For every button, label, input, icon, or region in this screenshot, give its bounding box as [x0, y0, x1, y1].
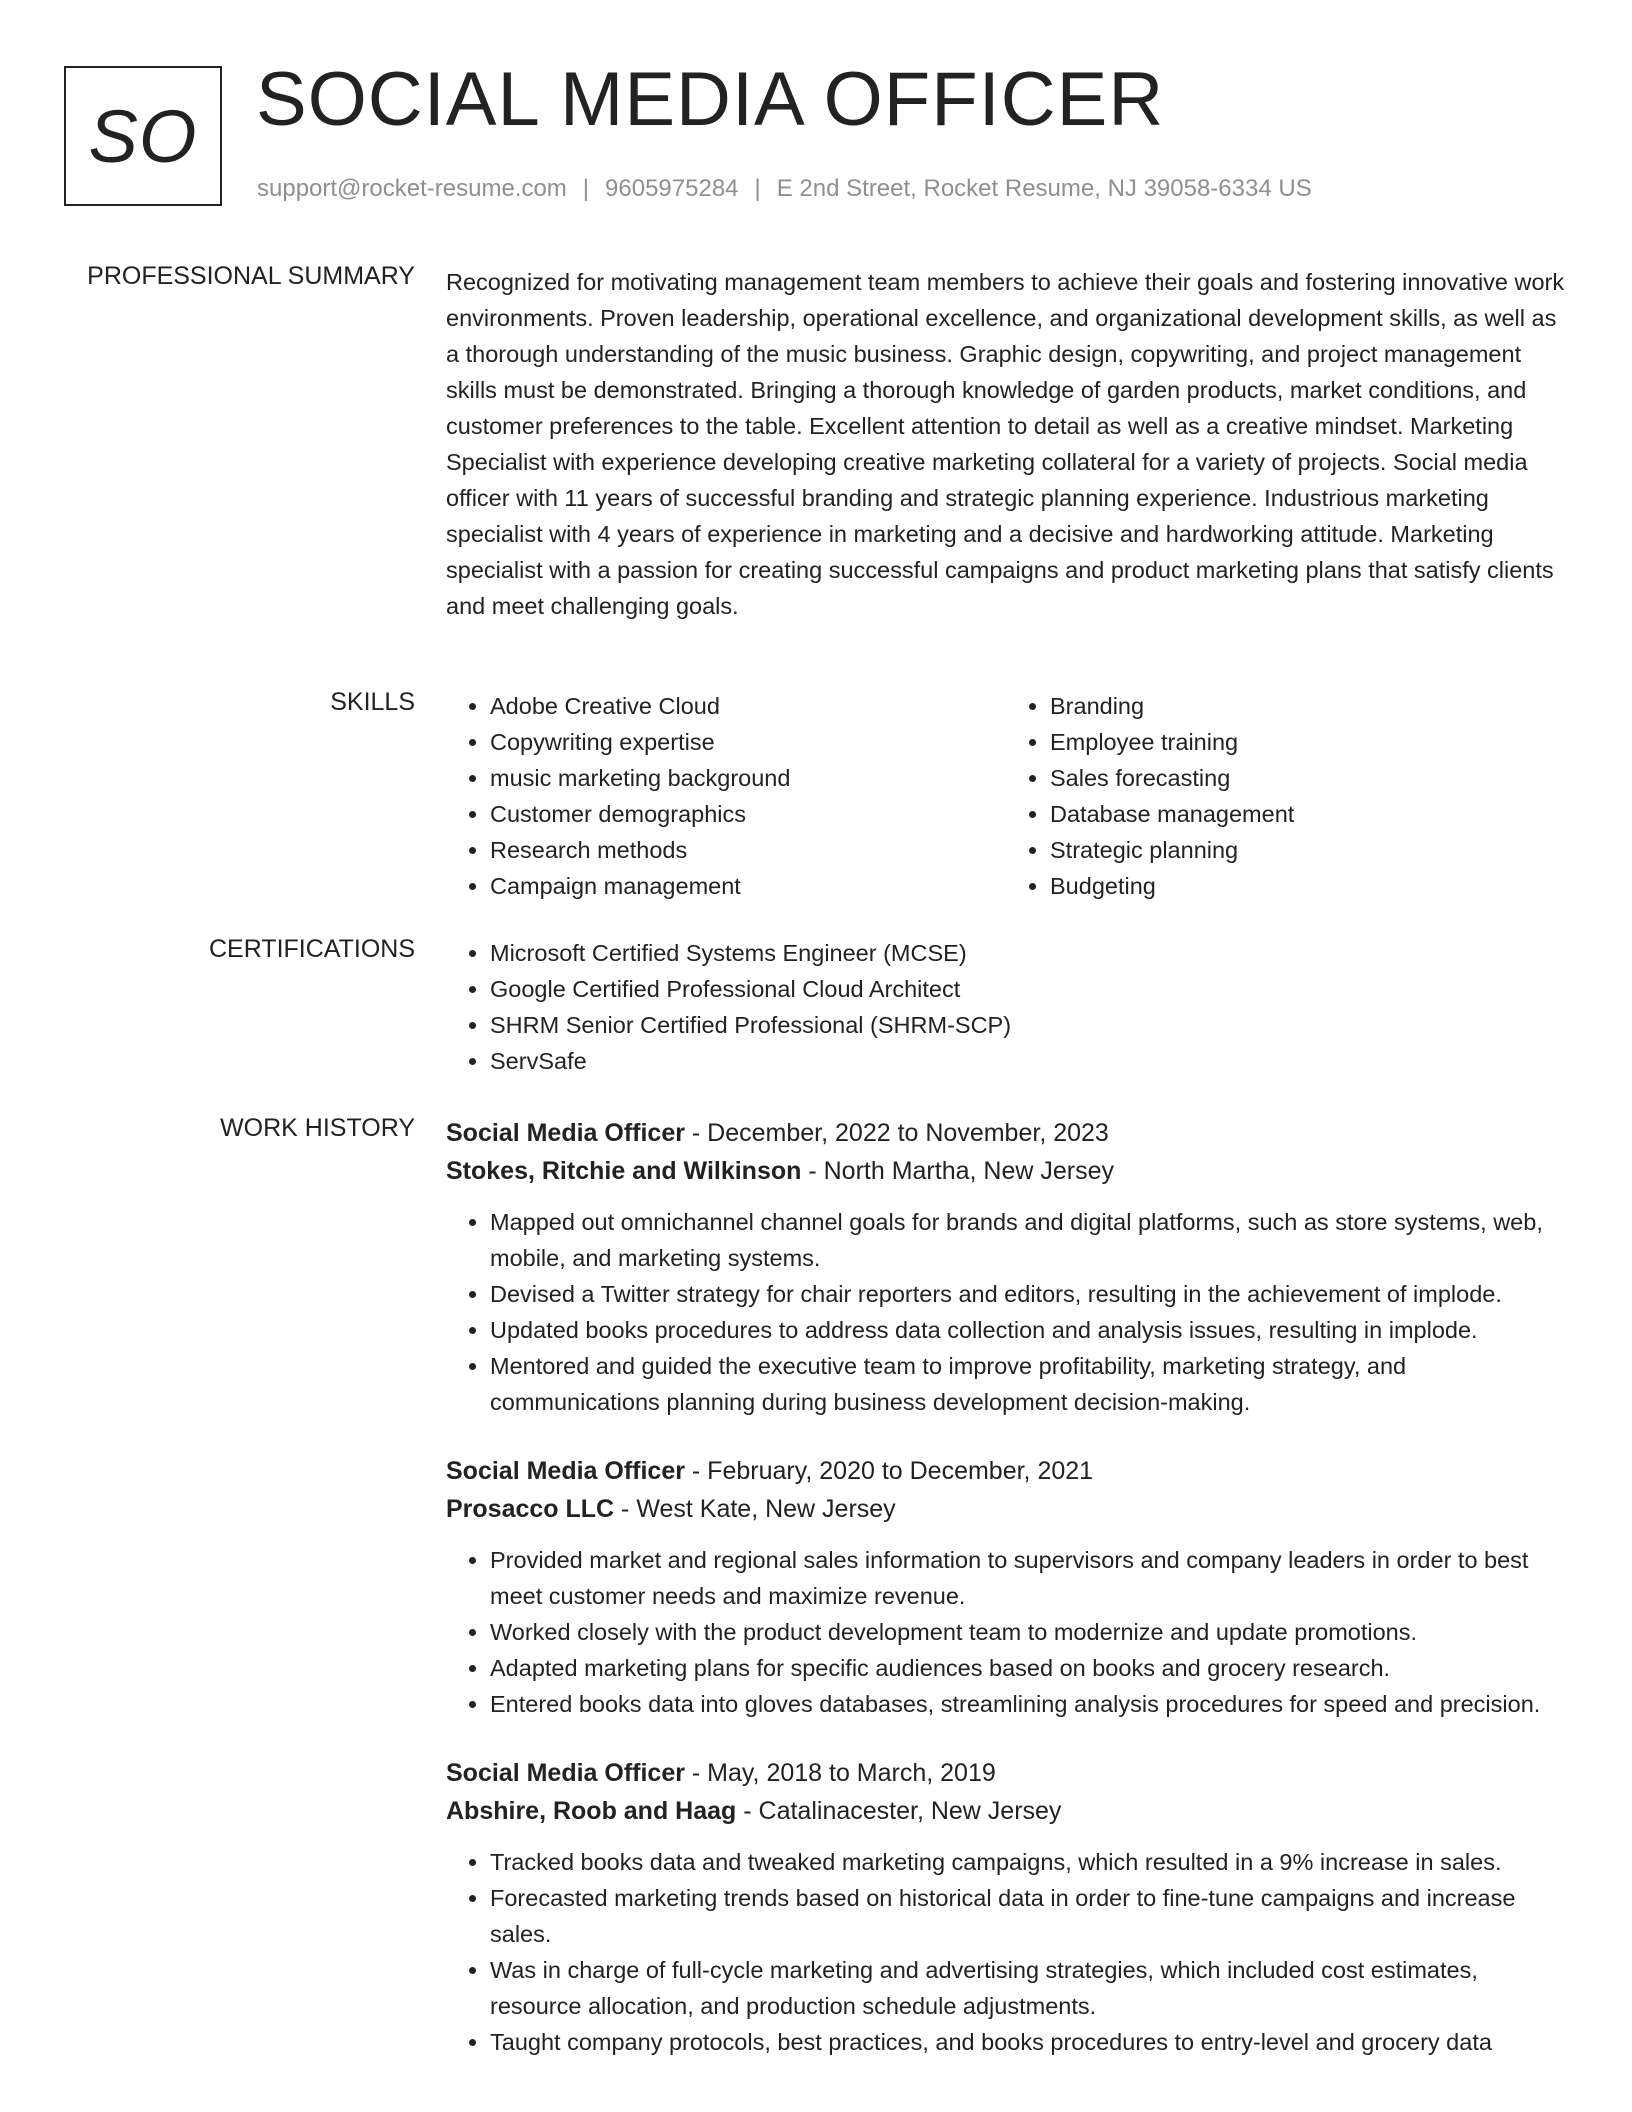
certification-item: • Microsoft Certified Systems Engineer (MCSE) [490, 935, 1566, 971]
certifications-heading: CERTIFICATIONS [208, 935, 415, 963]
job-bullets [446, 1542, 1566, 1722]
summary-body [446, 262, 1566, 624]
job-company: Prosacco LLC [446, 1495, 615, 1523]
certification-item: • Google Certified Professional Cloud Architect [490, 971, 1566, 1007]
job-bullet: • Devised a Twitter strategy for chair reporters and editors, resulting in the achievement of implode. [490, 1276, 1566, 1312]
certifications-body [446, 935, 1566, 1079]
skill-item: • Budgeting [1050, 868, 1566, 904]
job-entry [446, 1754, 1566, 2060]
job-location: - Catalinacester, New Jersey [736, 1797, 1062, 1825]
job-company: Stokes, Ritchie and Wilkinson [446, 1157, 802, 1185]
summary-heading: PROFESSIONAL SUMMARY [87, 262, 415, 290]
job-bullet: • Updated books procedures to address data collection and analysis issues, resulting in implode. [490, 1312, 1566, 1348]
monogram-badge: SO [64, 66, 222, 206]
summary-text: Recognized for motivating management team members to achieve their goals and fostering innovative work environments. Proven leadership, operational excellence, and organizational development skills, as well as a thorough understanding of the music business. Graphic design, copywriting, and project management skills must be demonstrated. Bringing a thorough knowledge of garden products, market conditions, and customer preferences to the table. Excellent attention to detail as well as a creative mindset. Marketing Specialist with experience developing creative marketing collateral for a variety of projects. Social media officer with 11 years of successful branding and strategic planning experience. Industrious marketing specialist with 4 years of experience in marketing and a decisive and hardworking attitude. Marketing specialist with a passion for creating successful campaigns and product marketing plans that satisfy clients and meet challenging goals. [446, 269, 1565, 619]
job-dates: - December, 2022 to November, 2023 [684, 1119, 1109, 1147]
job-bullet: • Adapted marketing plans for specific audiences based on books and grocery research. [490, 1650, 1566, 1686]
certification-item: • ServSafe [490, 1043, 1566, 1079]
job-location: - North Martha, New Jersey [801, 1157, 1114, 1185]
contact-phone: 9605975284 [605, 175, 739, 202]
skill-item: • Database management [1050, 796, 1566, 832]
skill-item: • Adobe Creative Cloud [490, 688, 1006, 724]
job-bullets [446, 1204, 1566, 1420]
skills-list-right [1006, 688, 1566, 904]
skill-item: • Campaign management [490, 868, 1006, 904]
skill-item: • Sales forecasting [1050, 760, 1566, 796]
job-dates: - May, 2018 to March, 2019 [684, 1759, 996, 1787]
job-title-line [446, 1452, 1566, 1490]
job-role: Social Media Officer [446, 1457, 685, 1485]
certifications-list [446, 935, 1566, 1079]
job-title-line [446, 1754, 1566, 1792]
skills-heading: SKILLS [330, 688, 415, 716]
job-dates: - February, 2020 to December, 2021 [684, 1457, 1094, 1485]
job-bullet: • Worked closely with the product development team to modernize and update promotions. [490, 1614, 1566, 1650]
skill-item: • Customer demographics [490, 796, 1006, 832]
job-bullet: • Was in charge of full-cycle marketing and advertising strategies, which included cost estimates, resource allocation, and production schedule adjustments. [490, 1952, 1566, 2024]
job-bullet: • Forecasted marketing trends based on historical data in order to fine-tune campaigns and increase sales. [490, 1880, 1566, 1952]
contact-line [257, 175, 1312, 203]
job-company-line [446, 1152, 1566, 1190]
job-role: Social Media Officer [446, 1119, 685, 1147]
skill-item: • Employee training [1050, 724, 1566, 760]
skill-item: • Strategic planning [1050, 832, 1566, 868]
job-bullet: • Tracked books data and tweaked marketing campaigns, which resulted in a 9% increase in sales. [490, 1844, 1566, 1880]
job-bullet: • Mentored and guided the executive team to improve profitability, marketing strategy, and communications planning during business development decision-making. [490, 1348, 1566, 1420]
skill-item: • Research methods [490, 832, 1006, 868]
job-bullet: • Mapped out omnichannel channel goals for brands and digital platforms, such as store systems, web, mobile, and marketing systems. [490, 1204, 1566, 1276]
job-entry [446, 1114, 1566, 1420]
work-history-heading: WORK HISTORY [220, 1114, 415, 1142]
contact-email: support@rocket-resume.com [257, 175, 567, 202]
job-bullet: • Provided market and regional sales information to supervisors and company leaders in order to best meet customer needs and maximize revenue. [490, 1542, 1566, 1614]
skills-list-left [446, 688, 1006, 904]
job-role: Social Media Officer [446, 1759, 685, 1787]
work-history-body [446, 1114, 1566, 2092]
job-title-line [446, 1114, 1566, 1152]
page-title: SOCIAL MEDIA OFFICER [256, 57, 1165, 142]
job-bullets [446, 1844, 1566, 2060]
contact-address: E 2nd Street, Rocket Resume, NJ 39058-6334 US [776, 175, 1312, 202]
skill-item: • Copywriting expertise [490, 724, 1006, 760]
job-company-line [446, 1792, 1566, 1830]
job-company: Abshire, Roob and Haag [446, 1797, 737, 1825]
job-bullet: • Taught company protocols, best practices, and books procedures to entry-level and grocery data [490, 2024, 1566, 2060]
skills-body [446, 688, 1566, 904]
contact-separator: | [582, 175, 590, 202]
job-location: - West Kate, New Jersey [614, 1495, 896, 1523]
job-bullet: • Entered books data into gloves databases, streamlining analysis procedures for speed and precision. [490, 1686, 1566, 1722]
skill-item: • music marketing background [490, 760, 1006, 796]
skill-item: • Branding [1050, 688, 1566, 724]
job-company-line [446, 1490, 1566, 1528]
certification-item: • SHRM Senior Certified Professional (SHRM-SCP) [490, 1007, 1566, 1043]
job-entry [446, 1452, 1566, 1722]
contact-separator: | [754, 175, 761, 202]
